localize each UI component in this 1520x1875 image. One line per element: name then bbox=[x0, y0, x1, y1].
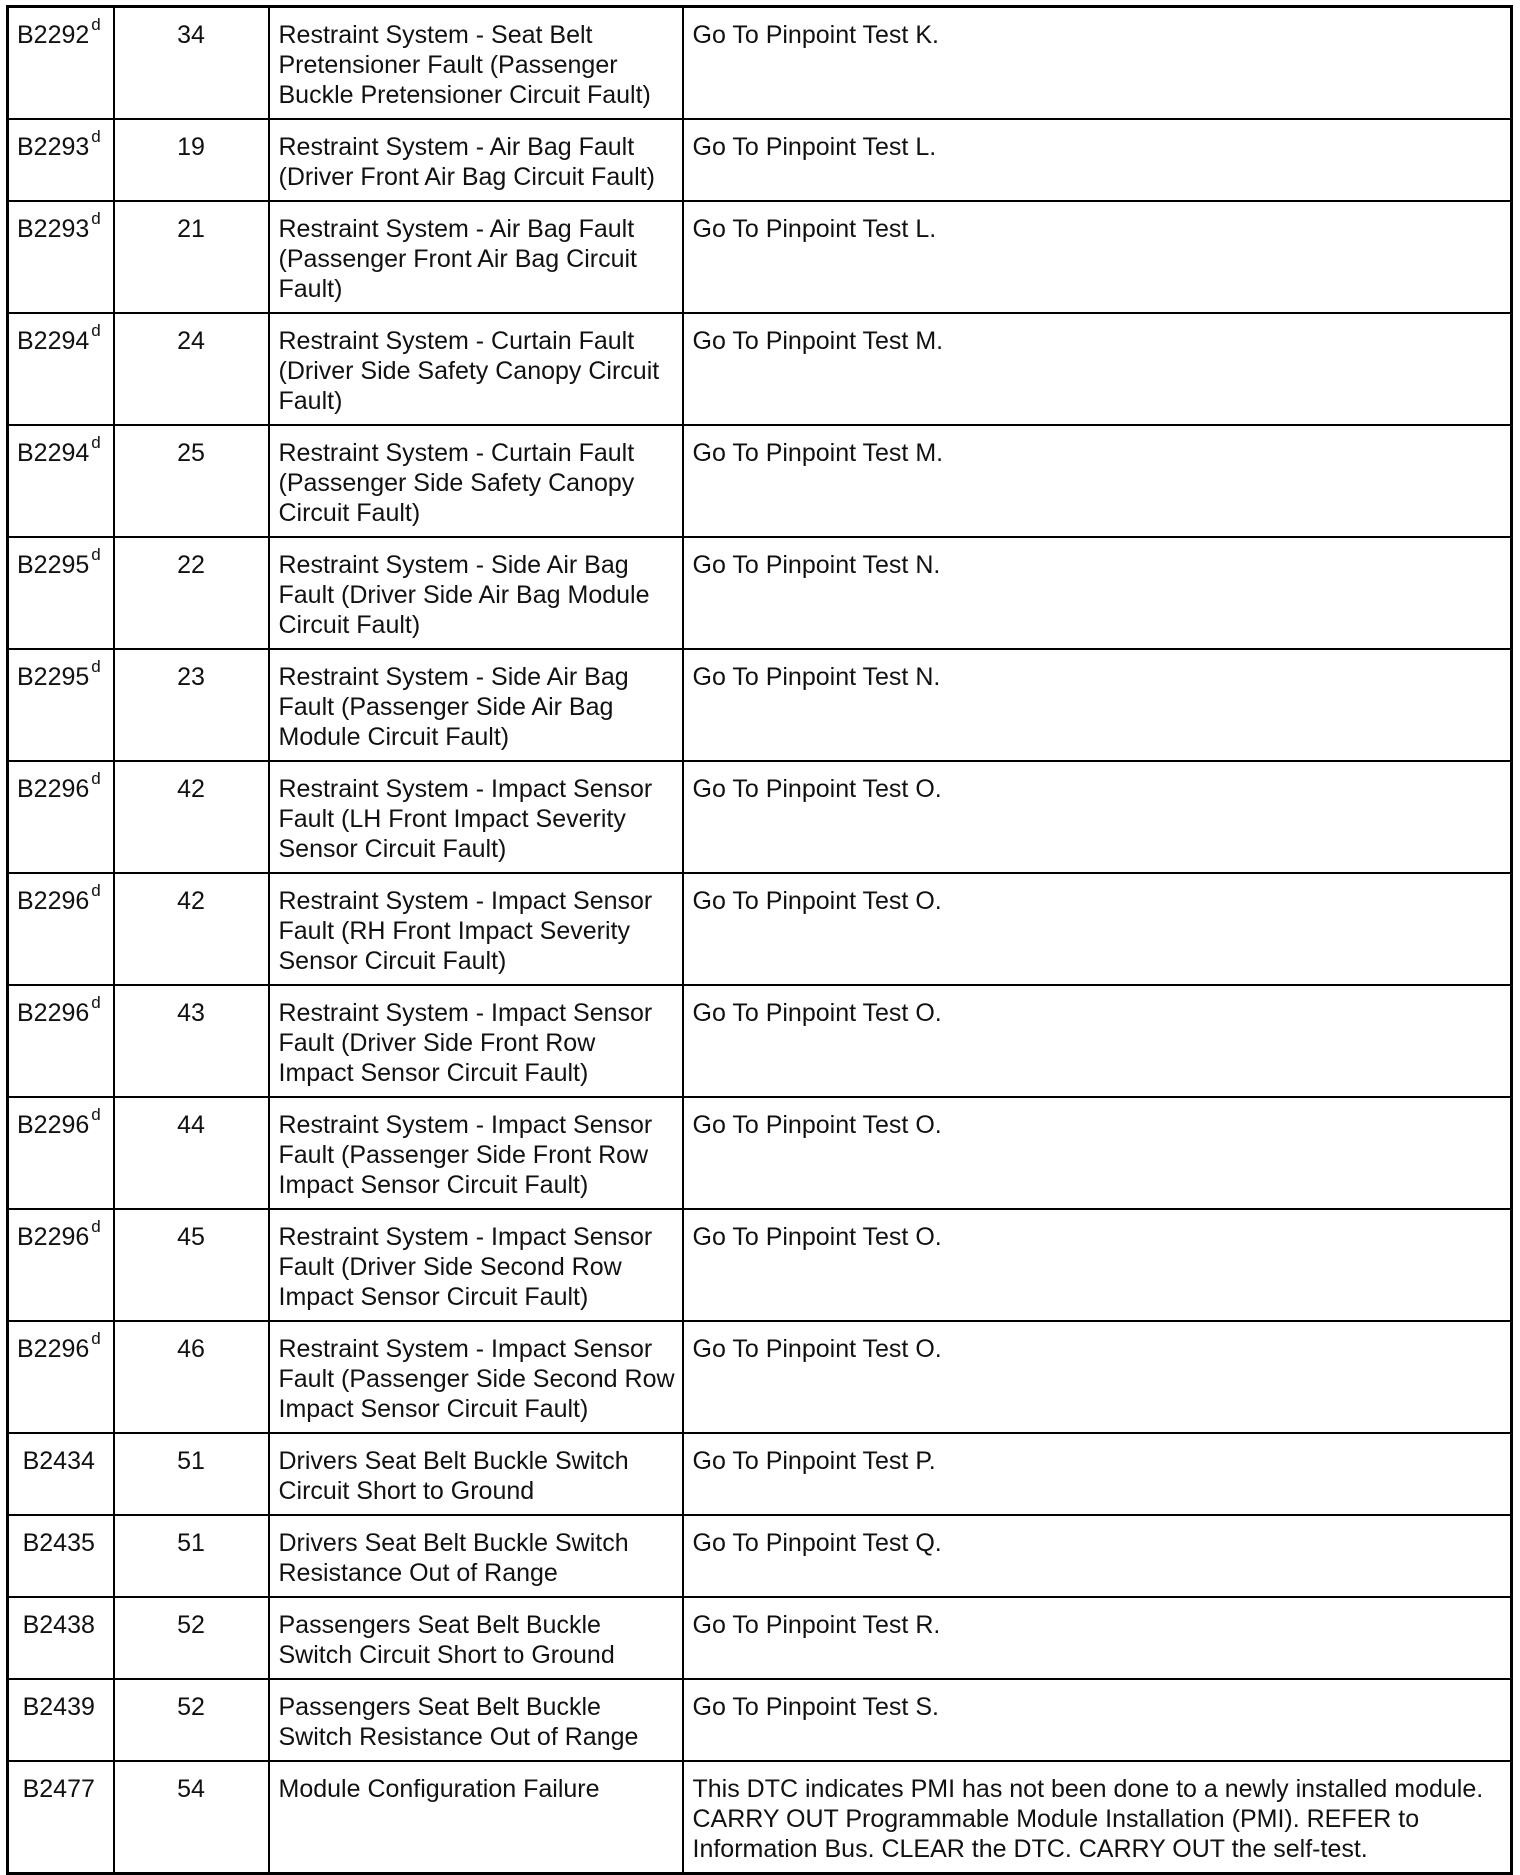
dtc-code: B2435 bbox=[22, 1529, 95, 1557]
flash-code-cell: 54 bbox=[114, 1761, 269, 1874]
action-cell: Go To Pinpoint Test L. bbox=[683, 119, 1512, 201]
action-cell: Go To Pinpoint Test O. bbox=[683, 1097, 1512, 1209]
footnote-marker: d bbox=[91, 127, 101, 146]
table-row bbox=[8, 201, 1512, 313]
dtc-code: B2296 bbox=[17, 887, 90, 915]
dtc-code: B2477 bbox=[22, 1775, 95, 1803]
dtc-code: B2296 bbox=[17, 1223, 90, 1251]
action-cell: Go To Pinpoint Test M. bbox=[683, 425, 1512, 537]
action-cell: Go To Pinpoint Test P. bbox=[683, 1433, 1512, 1515]
flash-code-cell: 21 bbox=[114, 201, 269, 313]
dtc-code-cell bbox=[8, 1515, 114, 1597]
table-row bbox=[8, 7, 1512, 120]
dtc-code-cell bbox=[8, 1679, 114, 1761]
dtc-code-cell bbox=[8, 313, 114, 425]
footnote-marker: d bbox=[91, 993, 101, 1012]
dtc-code-cell bbox=[8, 1097, 114, 1209]
table-row bbox=[8, 537, 1512, 649]
action-cell: Go To Pinpoint Test M. bbox=[683, 313, 1512, 425]
dtc-code-cell bbox=[8, 7, 114, 120]
description-cell: Passengers Seat Belt Buckle Switch Circuit Short to Ground bbox=[269, 1597, 683, 1679]
dtc-code-cell bbox=[8, 201, 114, 313]
action-cell: Go To Pinpoint Test O. bbox=[683, 985, 1512, 1097]
action-cell: Go To Pinpoint Test S. bbox=[683, 1679, 1512, 1761]
action-cell: Go To Pinpoint Test O. bbox=[683, 873, 1512, 985]
flash-code-cell: 22 bbox=[114, 537, 269, 649]
footnote-marker: d bbox=[91, 15, 101, 34]
footnote-marker: d bbox=[91, 321, 101, 340]
action-cell: Go To Pinpoint Test N. bbox=[683, 537, 1512, 649]
table-row bbox=[8, 1433, 1512, 1515]
dtc-code-cell bbox=[8, 649, 114, 761]
dtc-code: B2296 bbox=[17, 1335, 90, 1363]
description-cell: Restraint System - Impact Sensor Fault (Passenger Side Front Row Impact Sensor Circuit Fault) bbox=[269, 1097, 683, 1209]
description-cell: Drivers Seat Belt Buckle Switch Circuit Short to Ground bbox=[269, 1433, 683, 1515]
dtc-code: B2296 bbox=[17, 999, 90, 1027]
table-row bbox=[8, 1597, 1512, 1679]
table-row bbox=[8, 873, 1512, 985]
table-row bbox=[8, 119, 1512, 201]
action-cell: Go To Pinpoint Test O. bbox=[683, 1209, 1512, 1321]
description-cell: Restraint System - Curtain Fault (Driver Side Safety Canopy Circuit Fault) bbox=[269, 313, 683, 425]
dtc-code: B2296 bbox=[17, 775, 90, 803]
description-cell: Restraint System - Side Air Bag Fault (Passenger Side Air Bag Module Circuit Fault) bbox=[269, 649, 683, 761]
dtc-code-cell bbox=[8, 119, 114, 201]
flash-code-cell: 46 bbox=[114, 1321, 269, 1433]
dtc-code: B2293 bbox=[17, 133, 90, 161]
flash-code-cell: 43 bbox=[114, 985, 269, 1097]
flash-code-cell: 42 bbox=[114, 761, 269, 873]
dtc-table bbox=[6, 5, 1513, 1875]
action-cell: Go To Pinpoint Test L. bbox=[683, 201, 1512, 313]
dtc-code: B2434 bbox=[22, 1447, 95, 1475]
description-cell: Drivers Seat Belt Buckle Switch Resistance Out of Range bbox=[269, 1515, 683, 1597]
dtc-code: B2294 bbox=[17, 439, 90, 467]
dtc-code: B2292 bbox=[17, 21, 90, 49]
description-cell: Module Configuration Failure bbox=[269, 1761, 683, 1874]
flash-code-cell: 42 bbox=[114, 873, 269, 985]
dtc-code: B2296 bbox=[17, 1111, 90, 1139]
footnote-marker: d bbox=[91, 545, 101, 564]
dtc-code: B2295 bbox=[17, 551, 90, 579]
table-row bbox=[8, 1209, 1512, 1321]
action-cell: Go To Pinpoint Test O. bbox=[683, 761, 1512, 873]
flash-code-cell: 52 bbox=[114, 1597, 269, 1679]
table-row bbox=[8, 425, 1512, 537]
footnote-marker: d bbox=[91, 1105, 101, 1124]
dtc-code-cell bbox=[8, 873, 114, 985]
dtc-code: B2295 bbox=[17, 663, 90, 691]
table-row bbox=[8, 1097, 1512, 1209]
flash-code-cell: 24 bbox=[114, 313, 269, 425]
footnote-marker: d bbox=[91, 657, 101, 676]
flash-code-cell: 25 bbox=[114, 425, 269, 537]
flash-code-cell: 51 bbox=[114, 1515, 269, 1597]
footnote-marker: d bbox=[91, 209, 101, 228]
action-cell: This DTC indicates PMI has not been done to a newly installed module. CARRY OUT Programmable Module Installation (PMI). REFER to Information Bus. CLEAR the DTC. CARRY OUT the self-test. bbox=[683, 1761, 1512, 1874]
dtc-code-cell bbox=[8, 425, 114, 537]
description-cell: Restraint System - Side Air Bag Fault (Driver Side Air Bag Module Circuit Fault) bbox=[269, 537, 683, 649]
footnote-marker: d bbox=[91, 433, 101, 452]
dtc-code-cell bbox=[8, 537, 114, 649]
footnote-marker: d bbox=[91, 881, 101, 900]
table-row bbox=[8, 649, 1512, 761]
flash-code-cell: 19 bbox=[114, 119, 269, 201]
dtc-code-cell bbox=[8, 1209, 114, 1321]
flash-code-cell: 45 bbox=[114, 1209, 269, 1321]
description-cell: Restraint System - Impact Sensor Fault (RH Front Impact Severity Sensor Circuit Fault) bbox=[269, 873, 683, 985]
description-cell: Restraint System - Curtain Fault (Passenger Side Safety Canopy Circuit Fault) bbox=[269, 425, 683, 537]
dtc-table-body bbox=[8, 7, 1512, 1874]
dtc-code-cell bbox=[8, 1321, 114, 1433]
table-row bbox=[8, 1515, 1512, 1597]
flash-code-cell: 23 bbox=[114, 649, 269, 761]
dtc-code: B2294 bbox=[17, 327, 90, 355]
flash-code-cell: 51 bbox=[114, 1433, 269, 1515]
flash-code-cell: 52 bbox=[114, 1679, 269, 1761]
description-cell: Restraint System - Air Bag Fault (Driver Front Air Bag Circuit Fault) bbox=[269, 119, 683, 201]
dtc-code-cell bbox=[8, 1761, 114, 1874]
flash-code-cell: 34 bbox=[114, 7, 269, 120]
dtc-code-cell bbox=[8, 1433, 114, 1515]
action-cell: Go To Pinpoint Test O. bbox=[683, 1321, 1512, 1433]
table-row bbox=[8, 985, 1512, 1097]
description-cell: Restraint System - Impact Sensor Fault (Driver Side Front Row Impact Sensor Circuit Fault) bbox=[269, 985, 683, 1097]
description-cell: Restraint System - Air Bag Fault (Passenger Front Air Bag Circuit Fault) bbox=[269, 201, 683, 313]
table-row bbox=[8, 1321, 1512, 1433]
action-cell: Go To Pinpoint Test Q. bbox=[683, 1515, 1512, 1597]
description-cell: Restraint System - Seat Belt Pretensioner Fault (Passenger Buckle Pretensioner Circuit Fault) bbox=[269, 7, 683, 120]
description-cell: Restraint System - Impact Sensor Fault (LH Front Impact Severity Sensor Circuit Fault) bbox=[269, 761, 683, 873]
dtc-code-cell bbox=[8, 1597, 114, 1679]
description-cell: Restraint System - Impact Sensor Fault (Passenger Side Second Row Impact Sensor Circuit Fault) bbox=[269, 1321, 683, 1433]
table-row bbox=[8, 313, 1512, 425]
footnote-marker: d bbox=[91, 1329, 101, 1348]
dtc-code: B2439 bbox=[22, 1693, 95, 1721]
table-row bbox=[8, 761, 1512, 873]
description-cell: Restraint System - Impact Sensor Fault (Driver Side Second Row Impact Sensor Circuit Fault) bbox=[269, 1209, 683, 1321]
footnote-marker: d bbox=[91, 769, 101, 788]
dtc-code: B2438 bbox=[22, 1611, 95, 1639]
dtc-code-cell bbox=[8, 761, 114, 873]
dtc-code: B2293 bbox=[17, 215, 90, 243]
footnote-marker: d bbox=[91, 1217, 101, 1236]
dtc-code-cell bbox=[8, 985, 114, 1097]
table-row bbox=[8, 1679, 1512, 1761]
action-cell: Go To Pinpoint Test K. bbox=[683, 7, 1512, 120]
flash-code-cell: 44 bbox=[114, 1097, 269, 1209]
action-cell: Go To Pinpoint Test R. bbox=[683, 1597, 1512, 1679]
action-cell: Go To Pinpoint Test N. bbox=[683, 649, 1512, 761]
description-cell: Passengers Seat Belt Buckle Switch Resistance Out of Range bbox=[269, 1679, 683, 1761]
table-row bbox=[8, 1761, 1512, 1874]
